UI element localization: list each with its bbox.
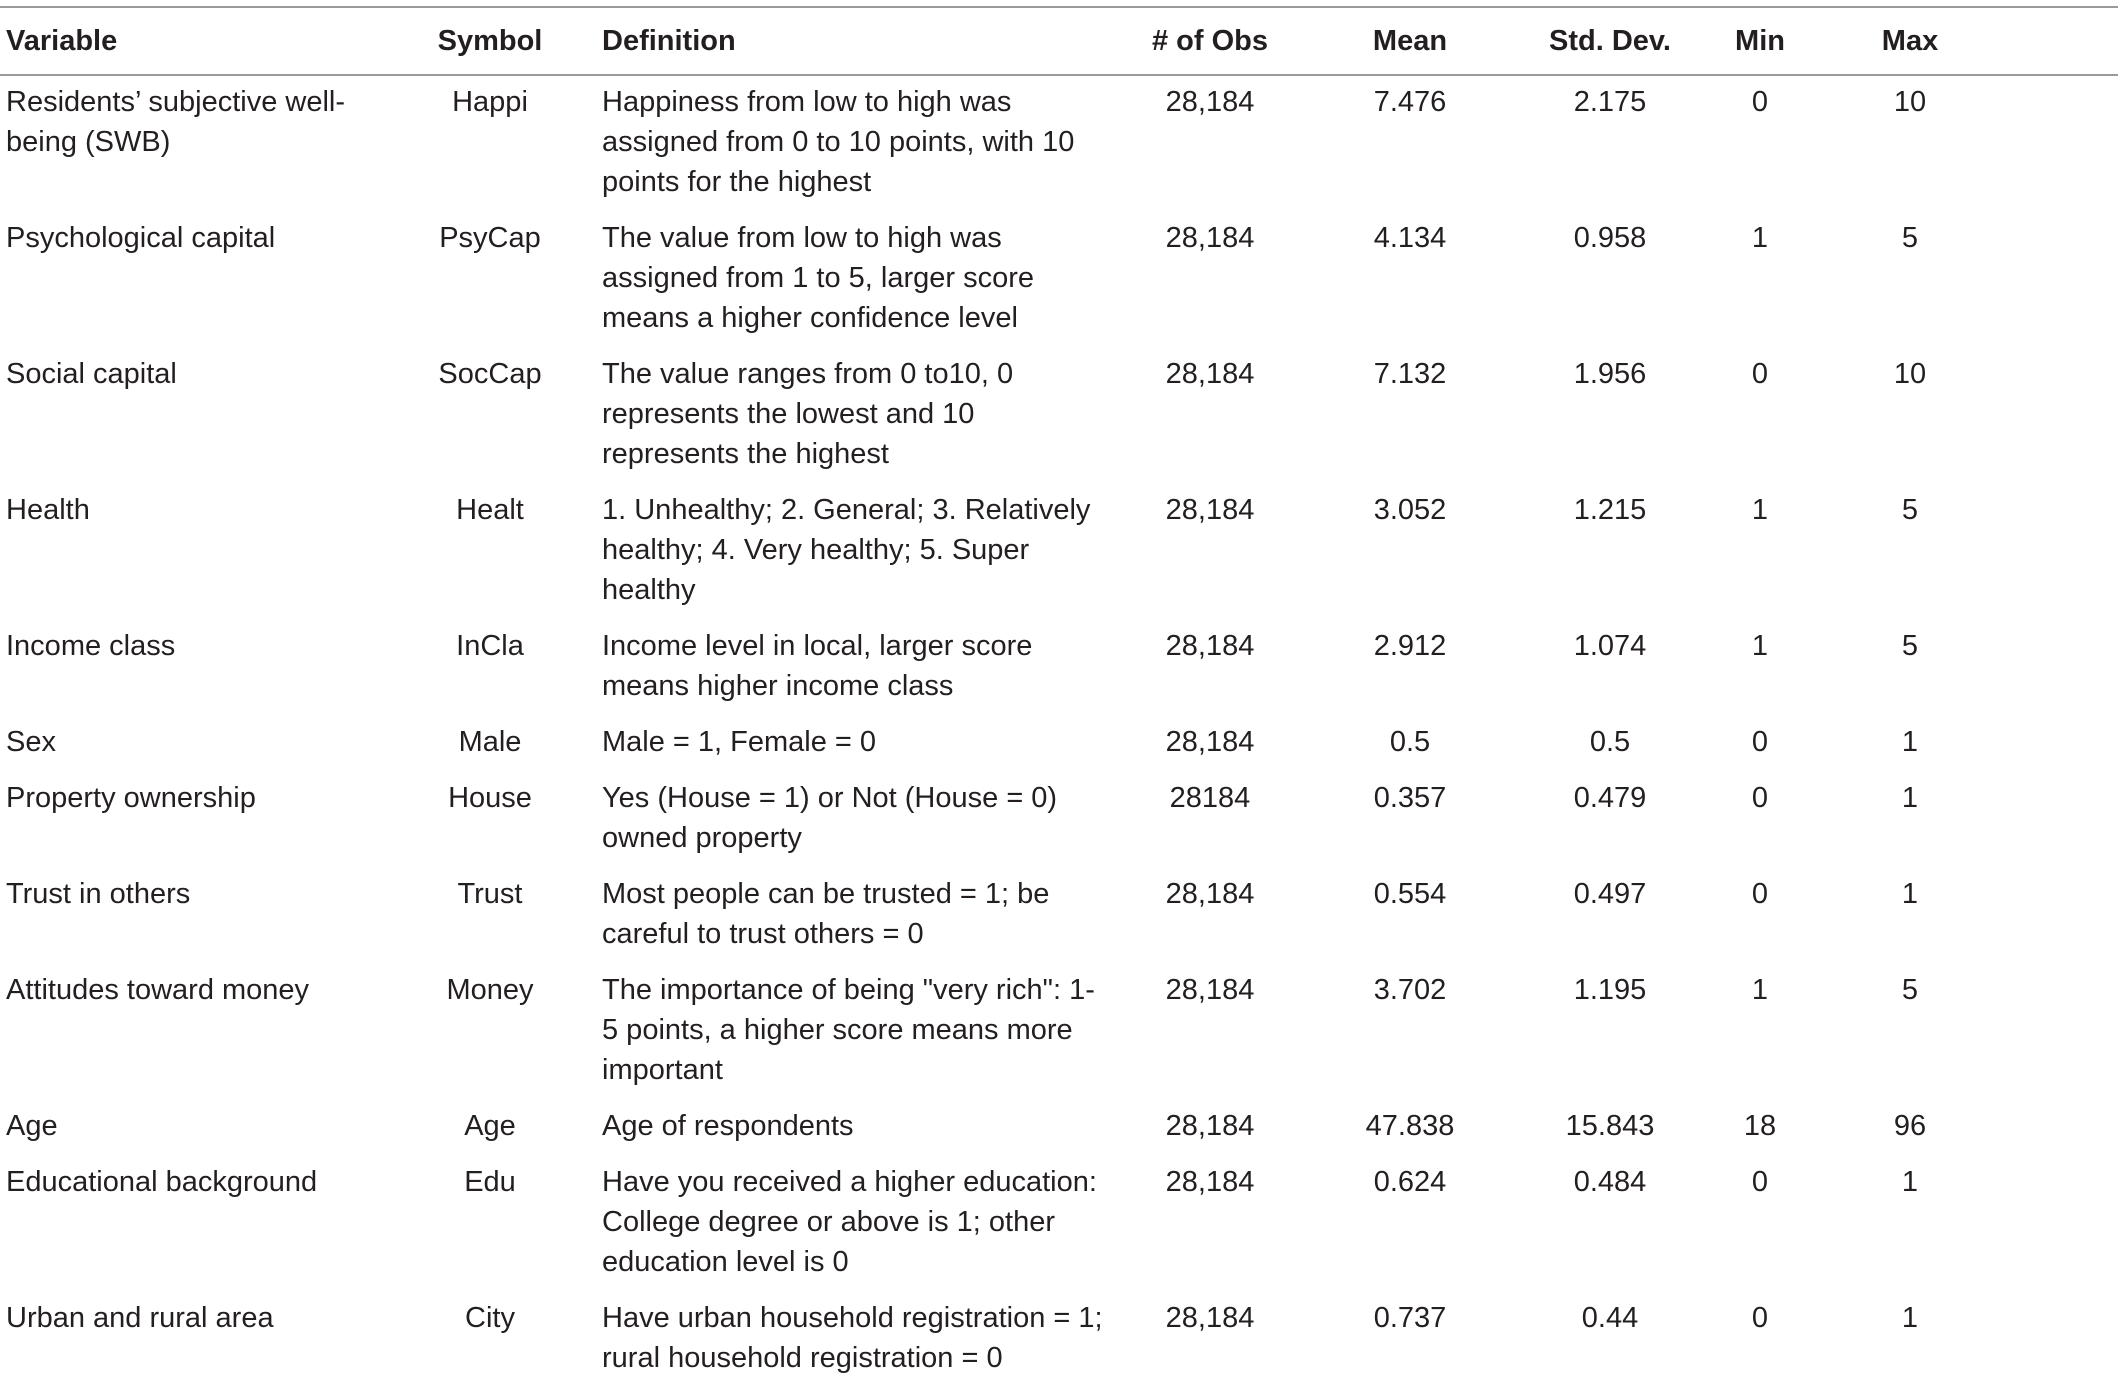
cell-variable: Age: [6, 1110, 58, 1142]
cell-max: 96: [1893, 1110, 1927, 1142]
cell-min: 0: [1751, 782, 1769, 814]
cell-std-dev: 0.5: [1589, 726, 1631, 758]
cell-definition: Have you received a higher education: College degree or above is 1; other education level is 0: [602, 1166, 1097, 1278]
cell-max: 1: [1901, 1166, 1919, 1198]
cell-variable: Attitudes toward money: [6, 974, 310, 1006]
cell-symbol: Healt: [456, 494, 524, 526]
row-spacer: [2010, 962, 2118, 1098]
cell-min: 1: [1751, 494, 1769, 526]
cell-mean: 0.357: [1373, 782, 1447, 814]
header-variable: Variable: [6, 24, 118, 57]
cell-mean: 0.554: [1373, 878, 1447, 910]
row-spacer: [2010, 770, 2118, 866]
cell-obs: 28,184: [1165, 1302, 1255, 1334]
cell-definition: Yes (House = 1) or Not (House = 0) owned property: [602, 782, 1058, 854]
row-spacer: [2010, 1290, 2118, 1386]
table-row: [0, 1154, 2118, 1290]
cell-variable: Urban and rural area: [6, 1302, 274, 1334]
cell-max: 5: [1901, 494, 1919, 526]
table-row: [0, 210, 2118, 346]
table-row: [0, 866, 2118, 962]
cell-variable: Social capital: [6, 358, 177, 390]
cell-std-dev: 1.195: [1573, 974, 1647, 1006]
cell-definition: Have urban household registration = 1; rural household registration = 0: [602, 1302, 1103, 1374]
row-spacer: [2010, 210, 2118, 346]
cell-std-dev: 2.175: [1573, 86, 1647, 118]
cell-max: 5: [1901, 222, 1919, 254]
header-definition: Definition: [602, 24, 736, 57]
cell-symbol: Money: [446, 974, 534, 1006]
cell-min: 0: [1751, 1166, 1769, 1198]
cell-obs: 28,184: [1165, 494, 1255, 526]
cell-definition: Most people can be trusted = 1; be careful to trust others = 0: [602, 878, 1050, 950]
table-row: [0, 962, 2118, 1098]
cell-obs: 28,184: [1165, 878, 1255, 910]
cell-obs: 28,184: [1165, 1110, 1255, 1142]
cell-mean: 0.624: [1373, 1166, 1447, 1198]
cell-variable: Psychological capital: [6, 222, 276, 254]
cell-symbol: PsyCap: [439, 222, 541, 254]
cell-std-dev: 0.484: [1573, 1166, 1647, 1198]
cell-min: 1: [1751, 630, 1769, 662]
cell-symbol: House: [448, 782, 532, 814]
cell-variable: Income class: [6, 630, 176, 662]
cell-std-dev: 0.44: [1581, 1302, 1639, 1334]
cell-symbol: Male: [458, 726, 522, 758]
cell-mean: 3.052: [1373, 494, 1447, 526]
cell-variable: Sex: [6, 726, 56, 758]
header-symbol: Symbol: [437, 24, 543, 57]
cell-min: 0: [1751, 726, 1769, 758]
cell-symbol: City: [465, 1302, 515, 1334]
row-spacer: [2010, 1154, 2118, 1290]
header-max: Max: [1881, 24, 1939, 57]
cell-definition: Male = 1, Female = 0: [602, 726, 877, 758]
cell-symbol: SocCap: [438, 358, 542, 390]
cell-definition: Age of respondents: [602, 1110, 854, 1142]
cell-variable: Residents’ subjective well-being (SWB): [6, 86, 346, 158]
row-spacer: [2010, 1098, 2118, 1154]
cell-max: 5: [1901, 630, 1919, 662]
cell-symbol: Happi: [452, 86, 528, 118]
cell-std-dev: 0.958: [1573, 222, 1647, 254]
cell-symbol: Trust: [457, 878, 523, 910]
table-row: [0, 74, 2118, 210]
header-row: [0, 8, 2118, 74]
cell-obs: 28,184: [1165, 222, 1255, 254]
cell-symbol: InCla: [456, 630, 524, 662]
cell-max: 10: [1893, 86, 1927, 118]
cell-min: 18: [1743, 1110, 1777, 1142]
cell-min: 0: [1751, 1302, 1769, 1334]
table-row: [0, 770, 2118, 866]
cell-min: 0: [1751, 358, 1769, 390]
cell-obs: 28,184: [1165, 1166, 1255, 1198]
cell-symbol: Age: [464, 1110, 516, 1142]
row-spacer: [2010, 866, 2118, 962]
table-body: [0, 74, 2118, 1386]
cell-std-dev: 15.843: [1565, 1110, 1655, 1142]
row-spacer: [2010, 618, 2118, 714]
header-min: Min: [1735, 24, 1785, 57]
table-row: [0, 346, 2118, 482]
cell-std-dev: 0.497: [1573, 878, 1647, 910]
cell-std-dev: 0.479: [1573, 782, 1647, 814]
table-header: [0, 8, 2118, 74]
cell-max: 1: [1901, 878, 1919, 910]
cell-definition: The value ranges from 0 to10, 0 represents the lowest and 10 represents the highest: [602, 358, 1014, 470]
cell-symbol: Edu: [464, 1166, 516, 1198]
header-std-dev: Std. Dev.: [1549, 24, 1671, 57]
descriptive-statistics-table: [0, 8, 2118, 1386]
cell-max: 10: [1893, 358, 1927, 390]
cell-mean: 7.132: [1373, 358, 1447, 390]
table-row: [0, 482, 2118, 618]
cell-definition: Happiness from low to high was assigned from 0 to 10 points, with 10 points for the highest: [602, 86, 1075, 198]
cell-min: 0: [1751, 86, 1769, 118]
cell-definition: The value from low to high was assigned from 1 to 5, larger score means a higher confidence level: [602, 222, 1034, 334]
table-row: [0, 714, 2118, 770]
cell-min: 0: [1751, 878, 1769, 910]
cell-min: 1: [1751, 222, 1769, 254]
cell-obs: 28,184: [1165, 630, 1255, 662]
cell-definition: The importance of being "very rich": 1-5 points, a higher score means more important: [602, 974, 1095, 1086]
table-row: [0, 1098, 2118, 1154]
cell-max: 1: [1901, 1302, 1919, 1334]
row-spacer: [2010, 714, 2118, 770]
cell-mean: 3.702: [1373, 974, 1447, 1006]
cell-variable: Trust in others: [6, 878, 191, 910]
cell-mean: 2.912: [1373, 630, 1447, 662]
table-row: [0, 1290, 2118, 1386]
cell-definition: 1. Unhealthy; 2. General; 3. Relatively healthy; 4. Very healthy; 5. Super healthy: [602, 494, 1091, 606]
cell-mean: 47.838: [1365, 1110, 1455, 1142]
cell-mean: 4.134: [1373, 222, 1447, 254]
table-row: [0, 618, 2118, 714]
cell-min: 1: [1751, 974, 1769, 1006]
cell-obs: 28184: [1169, 782, 1251, 814]
cell-mean: 7.476: [1373, 86, 1447, 118]
header-spacer: [2010, 8, 2118, 74]
cell-definition: Income level in local, larger score means higher income class: [602, 630, 1033, 702]
cell-obs: 28,184: [1165, 726, 1255, 758]
cell-std-dev: 1.215: [1573, 494, 1647, 526]
cell-variable: Educational background: [6, 1166, 318, 1198]
cell-mean: 0.737: [1373, 1302, 1447, 1334]
cell-variable: Health: [6, 494, 90, 526]
cell-std-dev: 1.074: [1573, 630, 1647, 662]
cell-variable: Property ownership: [6, 782, 256, 814]
cell-max: 1: [1901, 782, 1919, 814]
row-spacer: [2010, 482, 2118, 618]
row-spacer: [2010, 74, 2118, 210]
cell-mean: 0.5: [1389, 726, 1431, 758]
cell-obs: 28,184: [1165, 974, 1255, 1006]
cell-max: 5: [1901, 974, 1919, 1006]
cell-std-dev: 1.956: [1573, 358, 1647, 390]
cell-obs: 28,184: [1165, 86, 1255, 118]
row-spacer: [2010, 346, 2118, 482]
cell-obs: 28,184: [1165, 358, 1255, 390]
cell-max: 1: [1901, 726, 1919, 758]
header-mean: Mean: [1372, 24, 1448, 57]
header-obs: # of Obs: [1151, 24, 1268, 57]
